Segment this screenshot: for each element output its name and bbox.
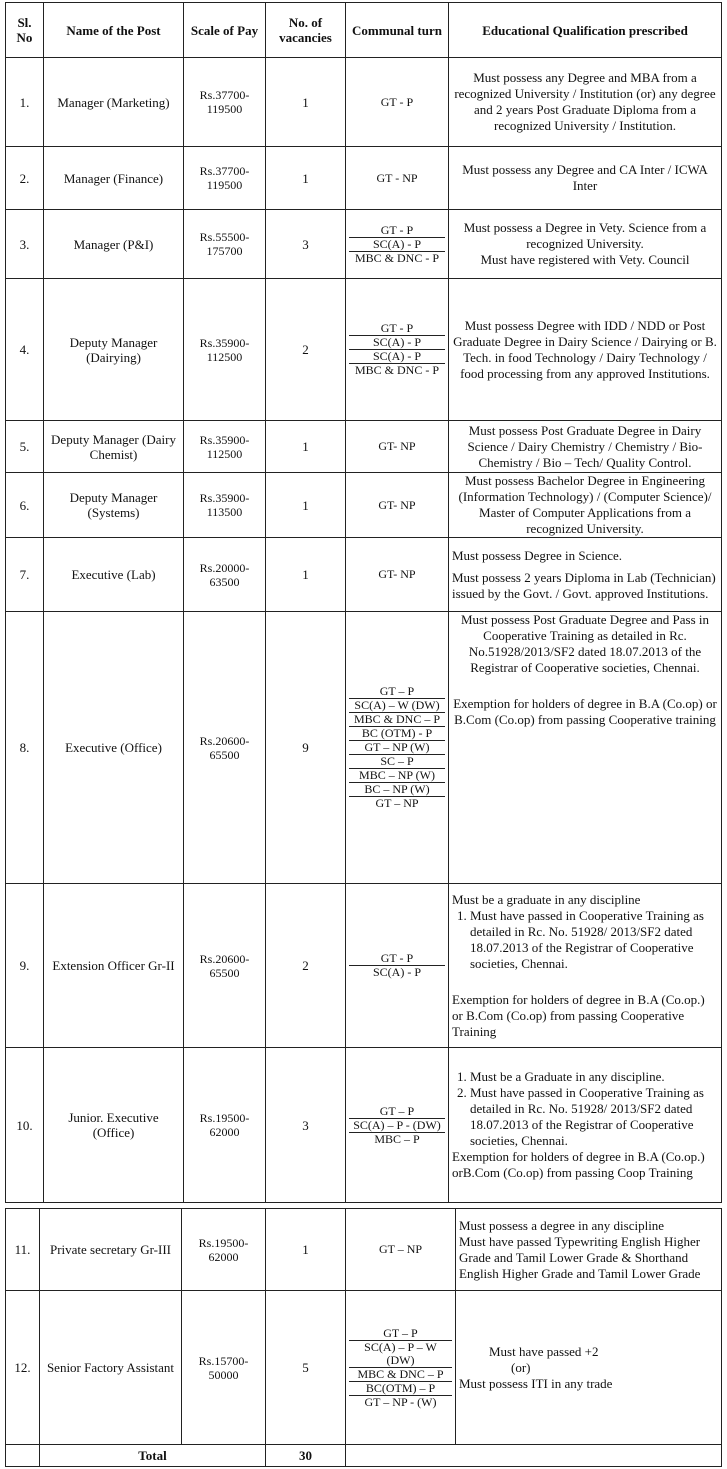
- post-name: Senior Factory Assistant: [40, 1291, 182, 1445]
- post-name: Deputy Manager (Systems): [44, 473, 184, 538]
- communal-turn: BC(OTM) – P: [349, 1381, 452, 1395]
- qualification-cell: [449, 58, 722, 147]
- table-row: [6, 884, 722, 1048]
- qualification-cell: [449, 210, 722, 279]
- table-row: [6, 538, 722, 612]
- communal-turn: GT - NP: [376, 170, 418, 185]
- table-row: [6, 1209, 722, 1291]
- table-row: [6, 473, 722, 538]
- header-communal-turn: Communal turn: [346, 3, 449, 58]
- qualification-text: Must possess a Degree in Vety. Science from a recognized University.: [463, 220, 707, 251]
- qualification-text: Exemption for holders of degree in B.A (Co.op) or B.Com (Co.op) from passing Cooperative training: [453, 696, 717, 727]
- table-row: [6, 421, 722, 473]
- sl-no: 9.: [6, 884, 44, 1048]
- scale-of-pay: Rs.20600-65500: [184, 884, 266, 1048]
- communal-turn: GT - P: [380, 951, 414, 965]
- table-row: [6, 612, 722, 884]
- qualification-text: (or): [511, 1359, 531, 1375]
- communal-turn: SC(A) – P – W (DW): [349, 1340, 452, 1367]
- qualification-text: Must possess Post Graduate Degree in Dairy Science / Dairy Chemistry / Chemistry / Bio-Chemistry / Bio – Tech/ Quality Control.: [467, 422, 703, 470]
- table-row: [6, 210, 722, 279]
- scale-of-pay: Rs.19500-62000: [182, 1209, 266, 1291]
- post-name: Manager (P&I): [44, 210, 184, 279]
- qualification-cell: [449, 612, 722, 884]
- communal-turn: SC(A) - P: [349, 335, 445, 349]
- communal-turn: GT – P: [379, 1103, 415, 1118]
- total-label: Total: [40, 1445, 266, 1467]
- qualification-text: Exemption for holders of degree in B.A (Co.op.) orB.Com (Co.op) from passing Coop Training: [452, 1149, 705, 1180]
- vacancies: 1: [266, 58, 346, 147]
- communal-turn: GT - P: [380, 321, 414, 335]
- scale-of-pay: Rs.37700-119500: [184, 58, 266, 147]
- communal-turn-cell: [346, 210, 449, 279]
- communal-turn: GT – P: [379, 684, 415, 698]
- scale-of-pay: Rs.35900-112500: [184, 421, 266, 473]
- communal-turn: GT – NP: [378, 1242, 423, 1256]
- vacancies: 1: [266, 147, 346, 210]
- communal-turn: GT- NP: [378, 439, 416, 453]
- communal-turn: SC(A) – W (DW): [349, 698, 445, 712]
- sl-no: 11.: [6, 1209, 40, 1291]
- table-row: [6, 58, 722, 147]
- communal-turn: MBC – P: [349, 1132, 445, 1146]
- scale-of-pay: Rs.19500-62000: [184, 1048, 266, 1203]
- communal-turn: MBC & DNC - P: [349, 363, 445, 377]
- qualification-cell: [449, 147, 722, 210]
- communal-turn: SC(A) - P: [349, 237, 445, 251]
- header-sl-no: Sl. No: [6, 3, 44, 58]
- communal-turn-cell: [346, 58, 449, 147]
- qualification-cell: [456, 1291, 722, 1445]
- communal-turn-cell: [346, 147, 449, 210]
- qualification-text: Must possess a degree in any discipline: [459, 1217, 665, 1233]
- communal-turn-cell: [346, 1048, 449, 1203]
- qualification-text: Must possess Degree with IDD / NDD or Post Graduate Degree in Dairy Science / Dairying or B. Tech. in food Technology / Dairy Technology / food processing from any approved Institutions.: [453, 317, 717, 381]
- communal-turn-cell: [346, 473, 449, 538]
- post-name: Manager (Finance): [44, 147, 184, 210]
- communal-turn: SC(A) - P: [349, 965, 445, 979]
- qualification-text: Must possess any Degree and CA Inter / ICWA Inter: [462, 162, 708, 193]
- post-name: Manager (Marketing): [44, 58, 184, 147]
- communal-turn: BC (OTM) - P: [349, 726, 445, 740]
- communal-turn: BC – NP (W): [349, 782, 445, 796]
- sl-no: 1.: [6, 58, 44, 147]
- scale-of-pay: Rs.55500-175700: [184, 210, 266, 279]
- qualification-text: Must possess ITI in any trade: [459, 1375, 613, 1391]
- sl-no: 6.: [6, 473, 44, 538]
- qualification-text: Exemption for holders of degree in B.A (Co.op.) or B.Com (Co.op) from passing Cooperative Training: [452, 991, 705, 1039]
- communal-turn: SC – P: [349, 754, 445, 768]
- qualification-text: Must be a graduate in any discipline: [452, 891, 641, 907]
- vacancies: 3: [266, 1048, 346, 1203]
- sl-no: 2.: [6, 147, 44, 210]
- communal-turn: GT – NP - (W): [349, 1395, 452, 1409]
- qualification-text: Must possess Post Graduate Degree and Pass in Cooperative Training as detailed in Rc. No.51928/2013/SF2 dated 18.07.2013 of the Registrar of Cooperative societies, Chennai.: [460, 612, 710, 675]
- vacancies: 1: [266, 538, 346, 612]
- scale-of-pay: Rs.35900-113500: [184, 473, 266, 538]
- scale-of-pay: Rs.20600-65500: [184, 612, 266, 884]
- sl-no: 4.: [6, 279, 44, 421]
- communal-turn: SC(A) – P - (DW): [349, 1118, 445, 1132]
- post-name: Junior. Executive (Office): [44, 1048, 184, 1203]
- scale-of-pay: Rs.35900-112500: [184, 279, 266, 421]
- qualification-text: Must possess Degree in Science.: [452, 547, 623, 563]
- communal-turn: GT - P: [380, 222, 414, 237]
- post-name: Private secretary Gr-III: [40, 1209, 182, 1291]
- communal-turn-cell: [346, 421, 449, 473]
- communal-turn: GT- NP: [378, 567, 416, 581]
- communal-turn-cell: [346, 884, 449, 1048]
- sl-no: 3.: [6, 210, 44, 279]
- communal-turn: GT – P: [383, 1325, 418, 1340]
- scale-of-pay: Rs.15700-50000: [182, 1291, 266, 1445]
- qualification-text: 1. Must be a Graduate in any discipline.: [470, 1069, 718, 1085]
- table-row: [6, 147, 722, 210]
- qualification-text: Must have registered with Vety. Council: [480, 252, 690, 267]
- communal-turn-cell: [346, 538, 449, 612]
- qualification-cell: [456, 1209, 722, 1291]
- header-post-name: Name of the Post: [44, 3, 184, 58]
- qualification-text: Must possess any Degree and MBA from a recognized University / Institution (or) any degree and 2 years Post Graduate Diploma from a recognized University / Institution.: [454, 70, 716, 133]
- recruitment-table-part-3: [5, 1208, 722, 1467]
- sl-no: 10.: [6, 1048, 44, 1203]
- qualification-cell: [449, 538, 722, 612]
- recruitment-table-part-1: [5, 2, 722, 612]
- scale-of-pay: Rs.37700-119500: [184, 147, 266, 210]
- table-row: [6, 1048, 722, 1203]
- table-row: [6, 279, 722, 421]
- post-name: Deputy Manager (Dairying): [44, 279, 184, 421]
- header-vacancies: No. of vacancies: [266, 3, 346, 58]
- post-name: Executive (Office): [44, 612, 184, 884]
- qualification-text: Must possess 2 years Diploma in Lab (Technician) issued by the Govt. / Govt. approved Institutions.: [452, 569, 716, 601]
- communal-turn-cell: [346, 1209, 456, 1291]
- communal-turn-cell: [346, 279, 449, 421]
- sl-no: 7.: [6, 538, 44, 612]
- header-scale-of-pay: Scale of Pay: [184, 3, 266, 58]
- post-name: Extension Officer Gr-II: [44, 884, 184, 1048]
- communal-turn: MBC – NP (W): [349, 768, 445, 782]
- sl-no: 5.: [6, 421, 44, 473]
- qualification-cell: [449, 1048, 722, 1203]
- qualification-cell: [449, 473, 722, 538]
- qualification-text: 1. Must have passed in Cooperative Training as detailed in Rc. No. 51928/ 2013/SF2 dated 18.07.2013 of the Registrar of Cooperative societies, Chennai.: [470, 908, 718, 972]
- table-header-row: [6, 3, 722, 58]
- post-name: Executive (Lab): [44, 538, 184, 612]
- vacancies: 1: [266, 421, 346, 473]
- post-name: Deputy Manager (Dairy Chemist): [44, 421, 184, 473]
- qualification-text: Must possess Bachelor Degree in Engineering (Information Technology) / (Computer Science)/ Master of Computer Applications from a recognized University.: [458, 473, 712, 536]
- sl-no: 8.: [6, 612, 44, 884]
- sl-no: 12.: [6, 1291, 40, 1445]
- vacancies: 1: [266, 1209, 346, 1291]
- vacancies: 5: [266, 1291, 346, 1445]
- communal-turn: GT – NP (W): [349, 740, 445, 754]
- total-value: 30: [266, 1445, 346, 1467]
- recruitment-table-part-2: [5, 611, 722, 1203]
- vacancies: 2: [266, 279, 346, 421]
- communal-turn-cell: [346, 1291, 456, 1445]
- scale-of-pay: Rs.20000-63500: [184, 538, 266, 612]
- communal-turn: GT - P: [380, 94, 414, 109]
- communal-turn: MBC & DNC – P: [349, 1367, 452, 1381]
- vacancies: 1: [266, 473, 346, 538]
- communal-turn: MBC & DNC - P: [349, 251, 445, 265]
- header-qualification: Educational Qualification prescribed: [449, 3, 722, 58]
- vacancies: 2: [266, 884, 346, 1048]
- communal-turn: GT- NP: [378, 497, 416, 512]
- vacancies: 3: [266, 210, 346, 279]
- communal-turn: GT – NP: [349, 796, 445, 810]
- qualification-cell: [449, 279, 722, 421]
- communal-turn: MBC & DNC – P: [349, 712, 445, 726]
- qualification-text: 2. Must have passed in Cooperative Training as detailed in Rc. No. 51928/ 2013/SF2 dated 18.07.2013 of the Registrar of Cooperative societies, Chennai.: [470, 1085, 718, 1149]
- table-row: [6, 1291, 722, 1445]
- communal-turn: SC(A) - P: [349, 349, 445, 363]
- qualification-text: Must have passed Typewriting English Higher Grade and Tamil Lower Grade & Shorthand English Higher Grade and Tamil Lower Grade: [459, 1233, 701, 1281]
- total-row: [6, 1445, 722, 1467]
- vacancies: 9: [266, 612, 346, 884]
- qualification-cell: [449, 421, 722, 473]
- qualification-cell: [449, 884, 722, 1048]
- communal-turn-cell: [346, 612, 449, 884]
- qualification-text: Must have passed +2: [489, 1343, 599, 1359]
